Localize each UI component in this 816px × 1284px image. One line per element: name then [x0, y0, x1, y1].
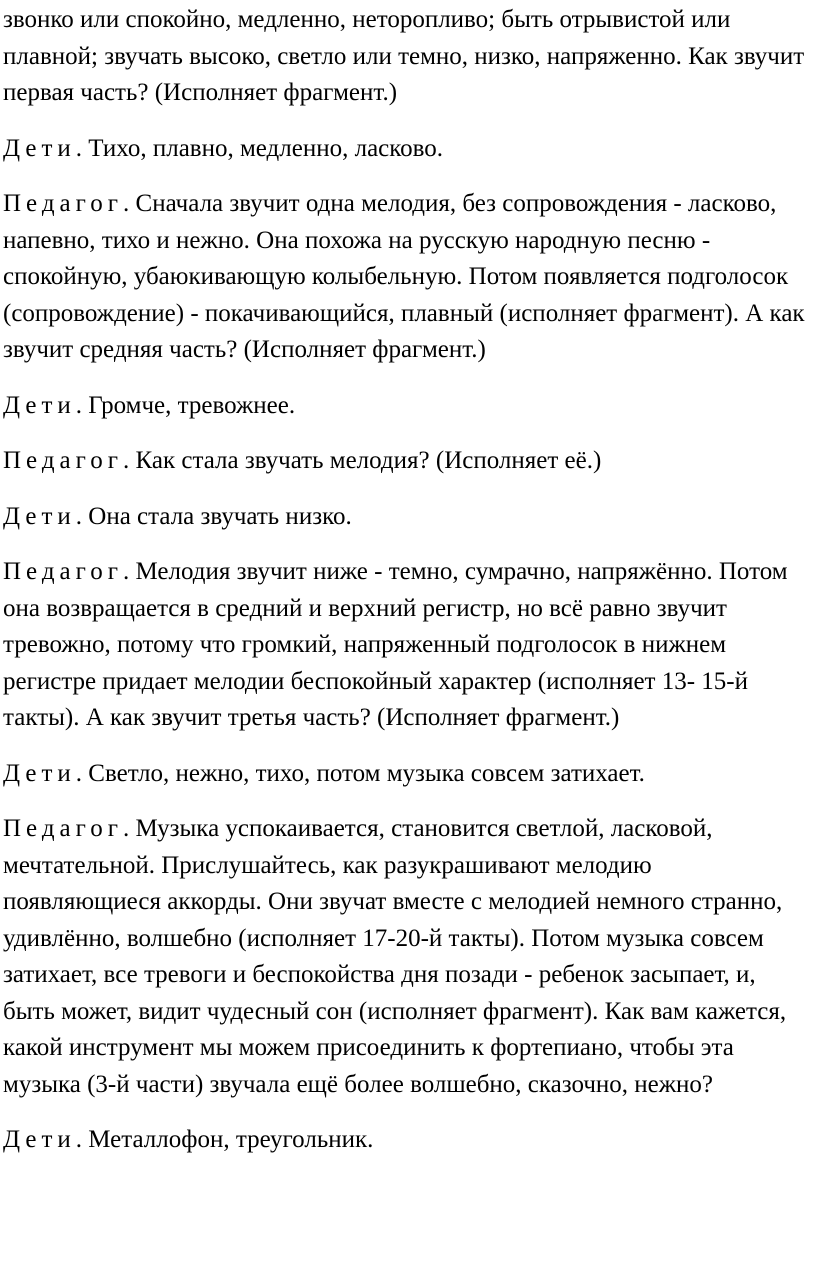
paragraph-text: . Громче, тревожнее. — [75, 391, 296, 419]
dialogue-line-children — [3, 499, 806, 536]
paragraph-text: . Металлофон, треугольник. — [75, 1126, 374, 1153]
paragraph-text: . Светло, нежно, тихо, потом музыка совсем затихает. — [75, 759, 645, 787]
dialogue-line-children — [3, 1122, 806, 1159]
speaker-label: Дети — [3, 759, 76, 787]
paragraph-continuation — [3, 2, 806, 112]
speaker-label: Дети — [3, 1126, 76, 1153]
paragraph-text: . Музыка успокаивается, становится светлой, ласковой, мечтательной. Прислушайтесь, как разукрашивают мелодию появляющиеся аккорды. Они звучат вместе с мелодией немного странно, удивлённо, волшебно (исполняет 17-20-й такты). Потом музыка совсем затихает, все тревоги и беспокойства дня позади - ребенок засыпает, и, быть может, видит чудесный сон (исполняет фрагмент). Как вам кажется, какой инструмент мы можем присоединить к фортепиано, чтобы эта музыка (3-й части) звучала ещё более волшебно, сказочно, нежно? — [3, 815, 787, 1098]
paragraph-text: . Сначала звучит одна мелодия, без сопровождения - ласково, напевно, тихо и нежно. Она похожа на русскую народную песню - спокойную, убаюкивающую колыбельную. Потом появляется подголосок (сопровождение) - покачивающийся, плавный (исполняет фрагмент). А как звучит средняя часть? (Исполняет фрагмент.) — [3, 190, 805, 363]
speaker-label: Дети — [3, 502, 76, 530]
dialogue-line-children — [3, 756, 806, 793]
dialogue-line-teacher — [3, 554, 806, 737]
dialogue-line-children — [3, 388, 806, 425]
speaker-label: Педагог — [3, 558, 124, 585]
paragraph-text: . Тихо, плавно, медленно, ласково. — [75, 134, 444, 162]
dialogue-line-teacher — [3, 811, 806, 1103]
speaker-label: Педагог — [3, 190, 124, 217]
dialogue-line-teacher — [3, 186, 806, 369]
paragraph-text: . Мелодия звучит ниже - темно, сумрачно, напряжённо. Потом она возвращается в средний и верхний регистр, но всё равно звучит тревожно, потому что громкий, напряженный подголосок в нижнем регистре придает мелодии беспокойный характер (исполняет 13- 15-й такты). А как звучит третья часть? (Исполняет фрагмент.) — [3, 558, 788, 731]
speaker-label: Дети — [3, 134, 76, 162]
paragraph-text: . Она стала звучать низко. — [75, 502, 352, 530]
paragraph-text: . Как стала звучать мелодия? (Исполняет её.) — [123, 447, 602, 474]
paragraph-text: звонко или спокойно, медленно, неторопливо; быть отрывистой или плавной; звучать высоко, светло или темно, низко, напряженно. Как звучит первая часть? (Исполняет фрагмент.) — [3, 6, 805, 106]
speaker-label: Дети — [3, 391, 76, 419]
speaker-label: Педагог — [3, 447, 124, 474]
speaker-label: Педагог — [3, 815, 124, 842]
dialogue-line-children — [3, 131, 806, 168]
dialogue-line-teacher — [3, 443, 806, 480]
